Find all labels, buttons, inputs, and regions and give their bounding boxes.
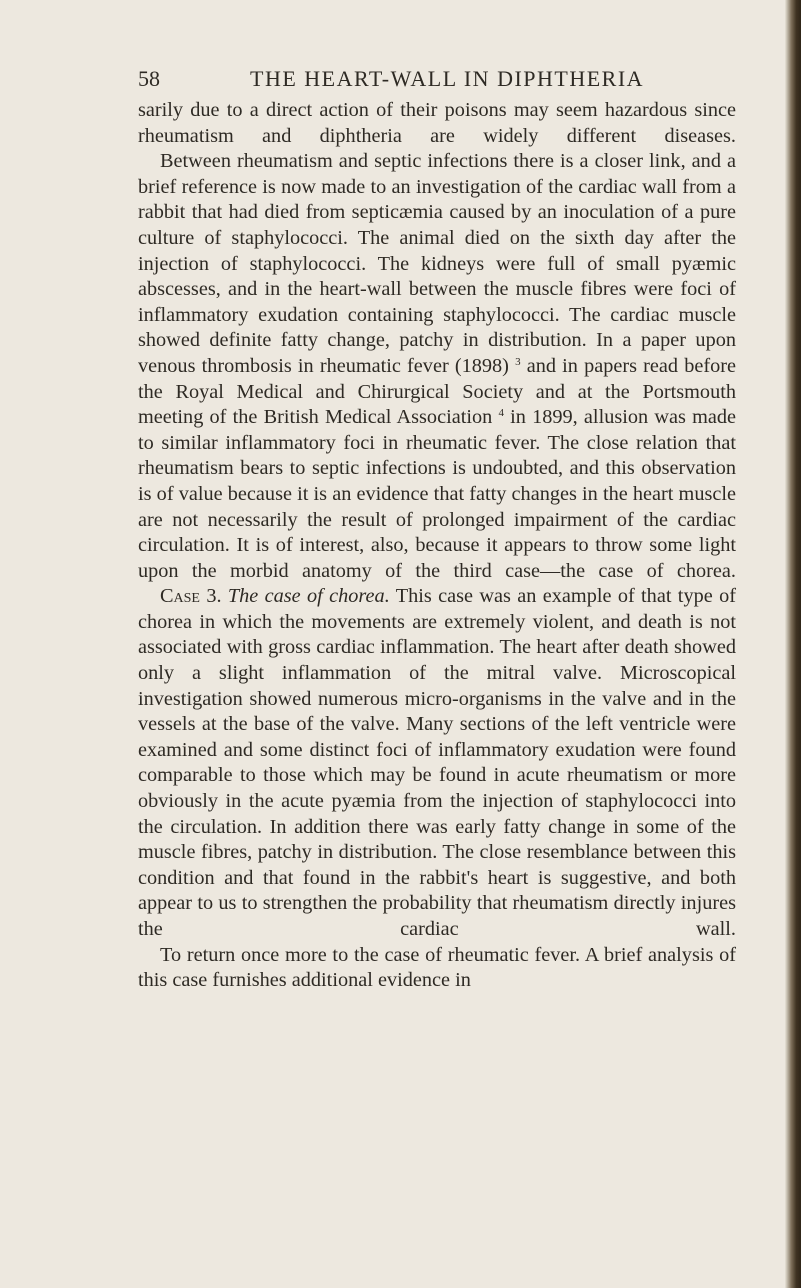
running-title: THE HEART-WALL IN DIPHTHERIA — [250, 66, 645, 91]
paragraph-text: Between rheumatism and septic infections there is a closer link, and a brief reference is now made to an investigation of the cardiac wall from a rabbit that had died from septicæmia caused by an inoculation of a pure culture of staphylococci. The animal died on the sixth day after the injection of staphylococci. The kidneys were full of small pyæmic abscesses, and in the heart-wall between the muscle fibres were foci of inflammatory exudation containing staphylococci. The cardiac muscle showed definite fatty change, patchy in distribution. In a paper upon venous thrombosis in rheumatic fever (1898) — [138, 150, 736, 377]
paragraph-text: in 1899, allusion was made to similar inflammatory foci in rheumatic fever. The close relation that rheumatism bears to septic infections is undoubted, and this observation is of value because it is an evidence that fatty changes in the heart muscle are not necessarily the result of prolonged impairment of the cardiac circulation. It is of interest, also, because it appears to throw some light upon the morbid anatomy of the third case—the case of chorea. — [138, 406, 736, 582]
paragraph-case-3 — [138, 584, 736, 942]
paragraph-septic-link — [138, 149, 736, 584]
footnote-reference: 3 — [515, 355, 521, 368]
paragraph-text: To return once more to the case of rheumatic fever. A brief analysis of this case furnishes additional evidence in — [138, 943, 736, 992]
paragraph-continued — [138, 98, 736, 149]
case-label: Case 3. — [160, 585, 222, 608]
footnote-reference: 4 — [498, 407, 504, 420]
page-body — [138, 98, 736, 994]
page-number: 58 — [138, 66, 160, 91]
page-edge-shadow — [785, 0, 801, 1288]
paragraph-text: and in papers read before the Royal Medical and Chirurgical Society and at the Portsmouth meeting of the British Medical Association — [138, 354, 736, 429]
case-title: The case of chorea. — [227, 585, 390, 608]
page-header — [138, 66, 738, 92]
paragraph-return — [138, 943, 736, 994]
paragraph-text: sarily due to a direct action of their poisons may seem hazardous since rheumatism and diphtheria are widely different diseases. — [138, 99, 736, 147]
paragraph-text: This case was an example of that type of chorea in which the movements are extremely violent, and death is not associated with gross cardiac inflammation. The heart after death showed only a slight inflammation of the mitral valve. Microscopical investigation showed numerous micro-organisms in the valve and in the vessels at the base of the valve. Many sections of the left ventricle were examined and some distinct foci of inflammatory exudation were found comparable to those which may be found in acute rheumatism or more obviously in the acute pyæmia from the injection of staphylococci into the circulation. In addition there was early fatty change in some of the muscle fibres, patchy in distribution. The close resemblance between this condition and that found in the rabbit's heart is suggestive, and both appear to us to strengthen the probability that rheumatism directly injures the cardiac wall. — [138, 585, 736, 940]
